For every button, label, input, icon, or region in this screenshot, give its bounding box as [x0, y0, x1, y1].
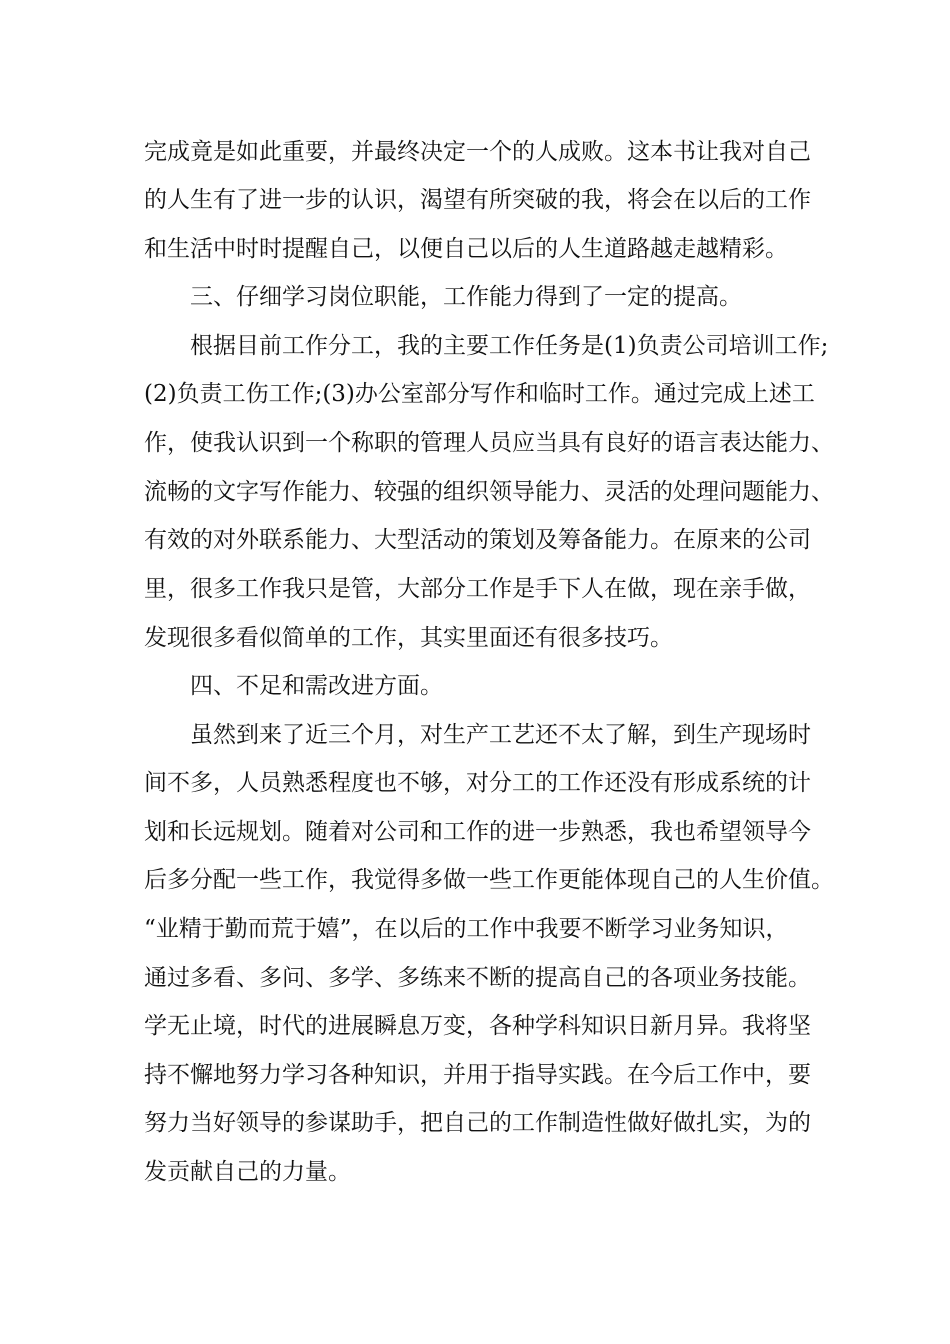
text-line: 通过多看、多问、多学、多练来不断的提高自己的各项业务技能。 — [144, 965, 811, 991]
text-line: 和生活中时时提醒自己，以便自己以后的人生道路越走越精彩。 — [144, 236, 788, 262]
text-line: 虽然到来了近三个月，对生产工艺还不太了解，到生产现场时 — [190, 722, 811, 748]
text-line: 有效的对外联系能力、大型活动的策划及筹备能力。在原来的公司 — [144, 527, 811, 553]
text-line: 的人生有了进一步的认识，渴望有所突破的我，将会在以后的工作 — [144, 187, 811, 213]
text-line: 发现很多看似简单的工作，其实里面还有很多技巧。 — [144, 625, 673, 651]
text-line: 持不懈地努力学习各种知识，并用于指导实践。在今后工作中，要 — [144, 1062, 811, 1088]
text-line: 间不多，人员熟悉程度也不够，对分工的工作还没有形成系统的计 — [144, 770, 811, 796]
text-line: 里，很多工作我只是管，大部分工作是手下人在做，现在亲手做， — [144, 576, 811, 602]
text-line: 根据目前工作分工，我的主要工作任务是(1)负责公司培训工作; — [190, 333, 829, 359]
section-heading: 四、不足和需改进方面。 — [190, 673, 443, 699]
text-line: 完成竟是如此重要，并最终决定一个的人成败。这本书让我对自己 — [144, 139, 811, 165]
text-line: 发贡献自己的力量。 — [144, 1159, 351, 1185]
section-heading: 三、仔细学习岗位职能，工作能力得到了一定的提高。 — [190, 284, 742, 310]
text-line: (2)负责工伤工作;(3)办公室部分写作和临时工作。通过完成上述工 — [144, 381, 815, 407]
text-line: 努力当好领导的参谋助手，把自己的工作制造性做好做扎实，为的 — [144, 1110, 811, 1136]
text-line: 流畅的文字写作能力、较强的组织领导能力、灵活的处理问题能力、 — [144, 479, 834, 505]
text-line: 作，使我认识到一个称职的管理人员应当具有良好的语言表达能力、 — [144, 430, 834, 456]
text-line: 后多分配一些工作，我觉得多做一些工作更能体现自己的人生价值。 — [144, 867, 834, 893]
text-line: 学无止境，时代的进展瞬息万变，各种学科知识日新月异。我将坚 — [144, 1013, 811, 1039]
text-line: “业精于勤而荒于嬉”，在以后的工作中我要不断学习业务知识， — [144, 916, 789, 942]
text-line: 划和长远规划。随着对公司和工作的进一步熟悉，我也希望领导今 — [144, 819, 811, 845]
